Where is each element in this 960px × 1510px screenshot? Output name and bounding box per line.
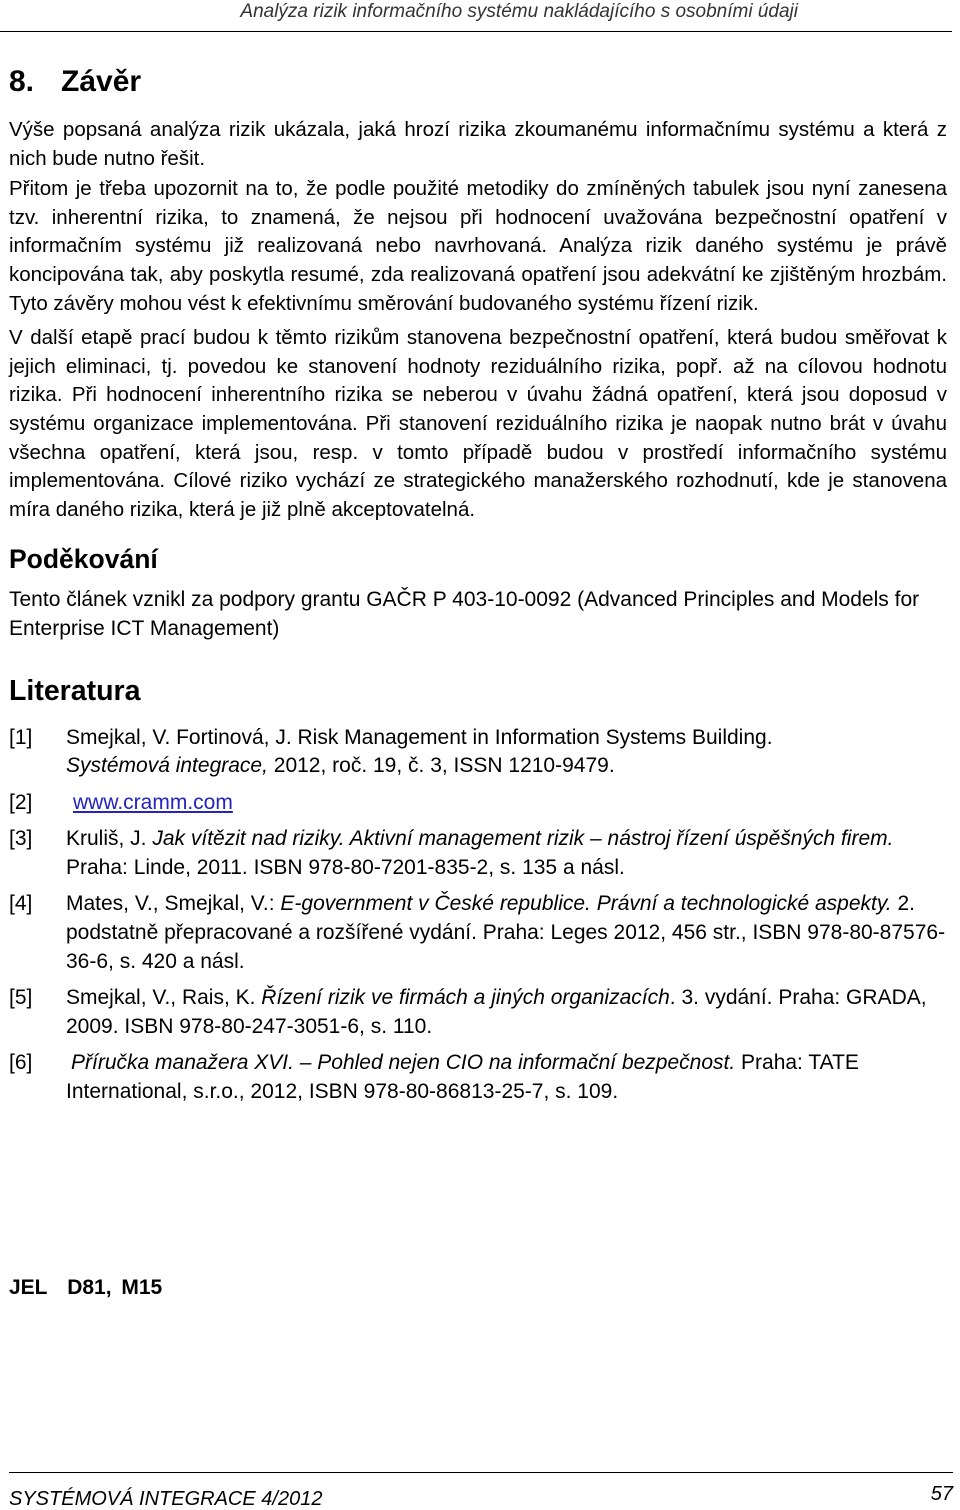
reference-title: Příručka manažera XVI. – Pohled nejen CIO na informační bezpečnost. (71, 1051, 736, 1075)
reference-item-5 (9, 984, 947, 1041)
reference-label: [3] (9, 827, 33, 851)
reference-authors: Mates, V., Smejkal, V.: (66, 892, 281, 916)
conclusion-paragraph-3: V další etapě prací budou k těmto rizikům stanovena bezpečnostní opatření, která budou směřovat k jejich eliminaci, tj. povedou ke stanovení hodnoty reziduálního rizika, popř. až na cílovou hodnotu rizika. Při hodnocení inherentního rizika se neberou v úvahu žádná opatření, která jsou doposud v systému organizace implementována. Při stanovení reziduálního rizika je naopak nutno brát v úvahu všechna opatření, která jsou, resp. v tomto případě budou v prostředí informačního systému implementována. Cílové riziko vychází ze strategického manažerského rozhodnutí, kde je stanovena míra daného rizika, která je již plně akceptovatelná. (9, 326, 947, 521)
header-rule (0, 31, 952, 32)
section-heading (9, 58, 947, 106)
reference-item-3 (9, 825, 947, 882)
reference-title: Řízení rizik ve firmách a jiných organizacích (261, 986, 670, 1010)
reference-label: [4] (9, 892, 33, 916)
reference-body (66, 890, 947, 976)
page-content (9, 58, 947, 1115)
reference-body (66, 825, 947, 882)
reference-list (9, 724, 947, 1107)
jel-label: JEL (9, 1276, 48, 1299)
reference-details: Praha: Linde, 2011. ISBN 978-80-7201-835-2, s. 135 a násl. (66, 855, 625, 879)
reference-body (66, 984, 947, 1041)
reference-authors: Smejkal, V., Rais, K. (66, 986, 262, 1010)
jel-classification (9, 1276, 162, 1300)
reference-body (66, 789, 947, 818)
jel-codes: D81, M15 (67, 1276, 163, 1299)
section-title: Závěr (61, 65, 142, 98)
reference-link[interactable]: www.cramm.com (73, 790, 233, 814)
section-number: 8. (9, 65, 35, 98)
reference-label: [2] (9, 790, 33, 814)
reference-item-6 (9, 1049, 947, 1106)
reference-label: [6] (9, 1051, 33, 1075)
reference-details: 2012, roč. 19, č. 3, ISSN 1210-9479. (267, 754, 615, 778)
reference-item-2 (9, 789, 947, 818)
reference-body (66, 1049, 947, 1106)
reference-label: [5] (9, 986, 33, 1010)
reference-journal: Systémová integrace, (66, 754, 268, 778)
acknowledgement-text: Tento článek vznikl za podpory grantu GAČR P 403-10-0092 (Advanced Principles and Models for Enterprise ICT Management) (9, 588, 920, 640)
reference-title: Jak vítězit nad riziky. Aktivní management rizik – nástroj řízení úspěšných firem. (152, 827, 894, 851)
footer-journal: SYSTÉMOVÁ INTEGRACE 4/2012 (9, 1488, 323, 1510)
footer-rule (9, 1472, 953, 1473)
acknowledgement-heading: Poděkování (9, 544, 158, 575)
reference-item-4 (9, 890, 947, 976)
conclusion-paragraph-1: Výše popsaná analýza rizik ukázala, jaká hrozí rizika zkoumanému informačnímu systému a která z nich bude nutno řešit. (9, 118, 947, 170)
reference-title: E-government v České republice. Právní a technologické aspekty. (280, 892, 892, 916)
reference-item-1 (9, 724, 947, 781)
literature-heading: Literatura (9, 674, 141, 707)
reference-details: Praha: TATE International, s.r.o., 2012, ISBN 978-80-86813-25-7, s. 109. (66, 1051, 859, 1104)
reference-details: 2. podstatně přepracované a rozšířené vydání. Praha: Leges 2012, 456 str., ISBN 978-80-87576-36-6, s. 420 a násl. (66, 892, 946, 973)
reference-details: . 3. vydání. Praha: GRADA, 2009. ISBN 978-80-247-3051-6, s. 110. (66, 986, 927, 1038)
reference-body (66, 724, 947, 781)
reference-authors: Kruliš, J. (66, 827, 153, 851)
conclusion-paragraph-2: Přitom je třeba upozornit na to, že podle použité metodiky do zmíněných tabulek jsou nyní zanesena tzv. inherentní rizika, to znamená, že nejsou při hodnocení uvažována bezpečnostní opatření v informačním systému již realizovaná nebo navrhovaná. Analýza rizik daného systému je právě koncipována tak, aby poskytla resumé, zda realizovaná opatření jsou adekvátní ke zjištěným hrozbám. Tyto závěry mohou vést k efektivnímu směrování budovaného systému řízení rizik. (9, 177, 947, 315)
running-title: Analýza rizik informačního systému nakládajícího s osobními údaji (240, 1, 798, 22)
reference-authors: Smejkal, V. Fortinová, J. Risk Management in Information Systems Building. (66, 725, 773, 749)
reference-label: [1] (9, 725, 33, 749)
page-number: 57 (930, 1483, 953, 1505)
